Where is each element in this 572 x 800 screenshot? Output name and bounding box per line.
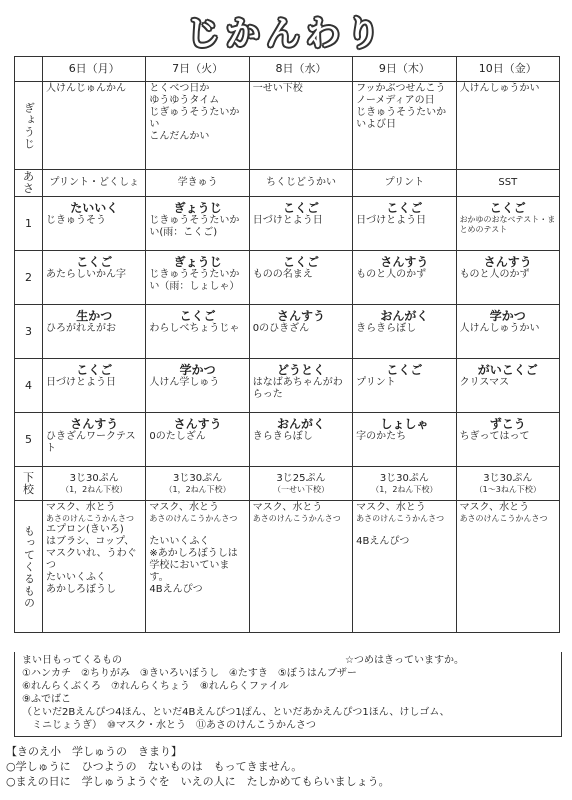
gekou-cell [249, 467, 352, 501]
gekou-cell [146, 467, 249, 501]
detail: おかゆのおなべテスト・まとめのテスト [459, 215, 556, 234]
detail: 人けん学しゅう [149, 377, 220, 388]
day-header: 10日（金） [456, 57, 559, 82]
detail: 0のひきざん [252, 323, 310, 334]
gekou-cell [43, 467, 146, 501]
detail: じきゅうそう [46, 215, 106, 226]
motteku-rest: たいいくふく ※あかしろぼうしは学校においています。 4Bえんぴつ [149, 536, 238, 595]
period-cell [249, 197, 352, 251]
day-header-row [15, 57, 560, 82]
motteku-main: マスク、水とう [149, 502, 219, 513]
gekou-time: 3じ30ぷん [483, 472, 533, 484]
subject: こくご [386, 363, 423, 377]
gekou-note: （1～3ねん下校） [474, 484, 541, 494]
detail: あたらしいかん字 [46, 269, 126, 280]
subject: さんすう [70, 417, 119, 431]
period-cell [146, 305, 249, 359]
gekou-note: （1，2ねん下校） [61, 484, 128, 494]
detail: 人けんしゅうかい [459, 323, 540, 334]
detail: 日づけとよう日 [46, 377, 116, 388]
gyouji-cell: 人けんじゅんかん [43, 82, 146, 170]
subject: どうとく [276, 363, 325, 377]
motteku-cell [43, 501, 146, 633]
day-header: 6日（月） [43, 57, 146, 82]
row-label-period: 2 [15, 251, 43, 305]
subject: しょしゃ [380, 417, 429, 431]
subject: 学かつ [489, 309, 526, 323]
gekou-note: （1，2ねん下校） [164, 484, 231, 494]
period-row-4 [15, 359, 560, 413]
gyouji-row [15, 82, 560, 170]
period-cell [249, 359, 352, 413]
period-cell [146, 359, 249, 413]
period-cell [353, 251, 456, 305]
period-cell [249, 305, 352, 359]
period-cell [249, 413, 352, 467]
daily-items-line: ミニじょうぎ） ⑩マスク・水とう ⑪あさのけんこうかんさつ [22, 720, 316, 731]
period-row-3 [15, 305, 560, 359]
daily-items-header [22, 654, 554, 667]
period-cell [456, 359, 559, 413]
period-cell [249, 251, 352, 305]
subject: こくご [282, 255, 319, 269]
subject: こくご [489, 201, 526, 215]
motteku-cell [249, 501, 352, 633]
period-row-1 [15, 197, 560, 251]
motteku-small: あさのけんこうかんさつ [459, 514, 548, 523]
row-label-motteku: もってくるもの [15, 501, 43, 633]
detail: 0のたしざん [149, 431, 206, 442]
gyouji-cell: 一せい下校 [249, 82, 352, 170]
motteku-rest: エプロン(きいろ) はブラシ、コップ、マスクいれ、うわぐつ たいいくふく あかしろぼうし [46, 524, 137, 595]
motteku-main: マスク、水とう [252, 502, 323, 513]
detail: 字のかたち [356, 431, 407, 442]
gekou-time: 3じ30ぷん [379, 472, 429, 484]
detail: ものと人のかず [356, 269, 427, 280]
period-row-5 [15, 413, 560, 467]
period-cell [43, 359, 146, 413]
rule-item: ○学しゅうに ひつようの ないものは もってきません。 [6, 760, 303, 773]
daily-items-heading: まい日もってくるもの [22, 655, 122, 666]
study-rules [6, 744, 566, 789]
subject: 生かつ [76, 309, 113, 323]
motteku-cell [146, 501, 249, 633]
subject: さんすう [483, 255, 532, 269]
day-header: 8日（水） [249, 57, 352, 82]
daily-items-line: ⑨ふでばこ [22, 694, 71, 705]
detail: プリント [356, 377, 396, 388]
row-label-gekou: 下校 [15, 467, 43, 501]
day-header: 7日（火） [146, 57, 249, 82]
period-cell [146, 197, 249, 251]
period-cell [146, 413, 249, 467]
motteku-main: マスク、水とう [356, 502, 426, 513]
timetable [14, 56, 560, 633]
rules-heading: 【きのえ小 学しゅうの きまり】 [6, 745, 182, 758]
period-cell [353, 305, 456, 359]
daily-items-line: （といだ2Bえんぴつ4ほん、といだ4Bえんぴつ1ぽん、といだあかえんぴつ1ほん、けしゴム、 [22, 707, 450, 718]
period-cell [456, 305, 559, 359]
period-cell [353, 359, 456, 413]
corner-cell [15, 57, 43, 82]
motteku-small: あさのけんこうかんさつ [356, 514, 445, 523]
period-row-2 [15, 251, 560, 305]
subject: おんがく [276, 417, 325, 431]
gekou-note: （一せい下校） [272, 484, 329, 494]
gekou-row [15, 467, 560, 501]
subject: こくご [76, 255, 113, 269]
asa-cell: 学きゅう [146, 170, 249, 197]
gekou-time: 3じ25ぷん [276, 472, 326, 484]
row-label-period: 4 [15, 359, 43, 413]
detail: きらきらぼし [252, 431, 313, 442]
motteku-row [15, 501, 560, 633]
motteku-small: あさのけんこうかんさつ [252, 514, 341, 523]
gyouji-cell: とくべつ日か ゆうゆうタイム じぎゅうそうたいかい こんだんかい [146, 82, 249, 170]
detail: ひろがれえがお [46, 323, 116, 334]
period-cell [456, 197, 559, 251]
row-label-period: 1 [15, 197, 43, 251]
subject: たいいく [70, 201, 119, 215]
daily-items-line: ⑥れんらくぶくろ ⑦れんらくちょう ⑧れんらくファイル [22, 681, 289, 692]
gyouji-cell: 人けんしゅうかい [456, 82, 559, 170]
subject: こくご [282, 201, 319, 215]
nails-reminder: ☆つめはきっていますか。 [345, 655, 464, 666]
subject: ぎょうじ [173, 255, 222, 269]
period-cell [43, 197, 146, 251]
detail: 日づけとよう日 [252, 215, 323, 226]
detail: クリスマス [459, 377, 510, 388]
motteku-small: あさのけんこうかんさつ [149, 514, 238, 523]
subject: おんがく [380, 309, 429, 323]
asa-cell: ちくじどうかい [249, 170, 352, 197]
row-label-gyouji: ぎょうじ [15, 82, 43, 170]
motteku-main: マスク、水とう [459, 502, 530, 513]
period-cell [456, 251, 559, 305]
subject: さんすう [276, 309, 325, 323]
detail: ひきざんワークテスト [46, 431, 136, 454]
asa-row [15, 170, 560, 197]
subject: こくご [386, 201, 423, 215]
subject: さんすう [173, 417, 222, 431]
detail: ものと人のかず [459, 269, 530, 280]
subject: さんすう [380, 255, 429, 269]
daily-items-box [14, 652, 562, 737]
gekou-time: 3じ30ぷん [69, 472, 119, 484]
day-header: 9日（木） [353, 57, 456, 82]
period-cell [353, 197, 456, 251]
asa-cell: プリント・どくしょ [43, 170, 146, 197]
row-label-asa: あさ [15, 170, 43, 197]
subject: 学かつ [179, 363, 216, 377]
period-cell [146, 251, 249, 305]
detail: わらしべちょうじゃ [149, 323, 240, 334]
detail: ものの名まえ [252, 269, 313, 280]
subject: ぎょうじ [173, 201, 222, 215]
motteku-main: マスク、水とう [46, 502, 116, 513]
period-cell [43, 251, 146, 305]
gekou-note: （1，2ねん下校） [371, 484, 438, 494]
motteku-rest: 4Bえんぴつ [356, 536, 410, 547]
detail: 日づけとよう日 [356, 215, 427, 226]
detail: きらきらぼし [356, 323, 417, 334]
detail: じきゅうそうたいかい（雨：しょしゃ） [149, 269, 240, 292]
subject: こくご [76, 363, 113, 377]
rule-item: ○まえの日に 学しゅうようぐを いえの人に たしかめてもらいましょう。 [6, 775, 390, 788]
period-cell [456, 413, 559, 467]
row-label-period: 5 [15, 413, 43, 467]
subject: こくご [179, 309, 216, 323]
detail: じきゅうそうたいかい(雨：こくご) [149, 215, 240, 238]
gekou-cell [353, 467, 456, 501]
period-cell [353, 413, 456, 467]
period-cell [43, 305, 146, 359]
subject: がいこくご [477, 363, 538, 377]
detail: はなばあちゃんがわらった [252, 377, 343, 400]
asa-cell: SST [456, 170, 559, 197]
motteku-small: あさのけんこうかんさつ [46, 514, 134, 523]
daily-items-line: ①ハンカチ ②ちりがみ ③きいろいぼうし ④たすき ⑤ぼうはんブザー [22, 668, 357, 679]
asa-cell: プリント [353, 170, 456, 197]
gyouji-cell: フッかぶつせんこう ノーメディアの日 じきゅうそうたいかいよび日 [353, 82, 456, 170]
row-label-period: 3 [15, 305, 43, 359]
page-title: じかんわり [186, 14, 386, 54]
subject: ずこう [489, 417, 526, 431]
gekou-cell [456, 467, 559, 501]
gekou-time: 3じ30ぷん [173, 472, 223, 484]
motteku-cell [456, 501, 559, 633]
motteku-cell [353, 501, 456, 633]
period-cell [43, 413, 146, 467]
detail: ちぎってはって [459, 431, 530, 442]
